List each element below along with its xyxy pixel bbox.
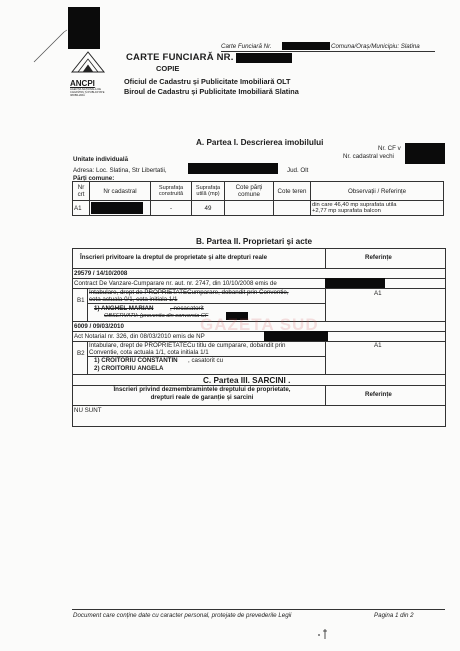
- parti-comune: Părți comune:: [73, 175, 115, 182]
- entry2-owner-2: 2) CROITORIU ANGELA: [94, 365, 164, 372]
- entry1-id: 29579 / 14/10/2008: [74, 270, 128, 277]
- footer-page: Pagina 1 din 2: [374, 612, 414, 619]
- row-cote-teren: [274, 201, 311, 216]
- part-b-header-left: Înscrieri privitoare la dreptul de proprietate și alte drepturi reale: [80, 254, 268, 261]
- part-b-title: B. Partea II. Proprietari și acte: [196, 237, 313, 246]
- obs-line-1: din care 46,40 mp suprafata utila: [312, 201, 397, 208]
- col-cote-parti: Cote părți comune: [225, 182, 274, 201]
- redaction-title-number: [236, 53, 292, 63]
- entry2-code: B2: [77, 350, 85, 357]
- col-suprafata-utila: Suprafața utilă (mp): [192, 182, 225, 201]
- stamp-mark: [316, 627, 332, 641]
- entry2-owner-1: 1) CROITORIU CONSTANTIN: [94, 357, 178, 364]
- entry2-text-2: Conventie, cota actuala 1/1, cota initiala 1/1: [89, 349, 209, 356]
- part-c-title: C. Partea III. SARCINI .: [203, 376, 291, 385]
- part-c-value: NU SUNT: [74, 407, 102, 414]
- entry2-id: 6009 / 09/03/2010: [74, 323, 124, 330]
- office-line-2: Biroul de Cadastru și Publicitate Imobiliară Slatina: [124, 87, 299, 96]
- col-nr-crt: Nr crt: [73, 182, 90, 201]
- footer-note: Document care conține date cu caracter personal, protejate de prevederile Legii: [73, 612, 292, 619]
- office-line-1: Oficiul de Cadastru și Publicitate Imobiliară OLT: [124, 77, 291, 86]
- entry1-text-2: cota actuala 0/1, cota initiala 1/1: [89, 296, 178, 303]
- row-nr: A1: [73, 201, 90, 216]
- part-c-header-right: Referințe: [365, 391, 392, 398]
- jud: Jud. Olt: [287, 167, 309, 174]
- doc-title: CARTE FUNCIARĂ NR.: [126, 52, 234, 63]
- watermark: GAZETA SUD: [200, 315, 319, 334]
- ancpi-logo: [70, 48, 106, 97]
- part-b-header-right: Referințe: [365, 254, 392, 261]
- row-construita: -: [151, 201, 192, 216]
- ancpi-emblem-icon: [70, 48, 106, 74]
- entry2-act: Act Notarial nr. 326, din 08/03/2010 emis de NP: [74, 333, 205, 340]
- part-a-title: A. Partea I. Descrierea imobilului: [196, 138, 324, 147]
- row-cote-parti: [225, 201, 274, 216]
- logo-subtext: AGENȚIA NAȚIONALĂ DE CADASTRU ȘI PUBLICITATE IMOBILIARĂ: [70, 88, 105, 97]
- col-observatii: Observații / Referințe: [311, 182, 444, 201]
- entry1-owner: 1) ANGHEL MARIAN: [94, 305, 154, 312]
- locality-ref: Comuna/Oraș/Municipiu: Slatina: [331, 43, 420, 50]
- cf-ref-label: Carte Funciară Nr.: [221, 43, 272, 50]
- col-cote-teren: Cote teren: [274, 182, 311, 201]
- redaction-cf-number: [282, 42, 330, 50]
- entry1-code: B1: [77, 297, 85, 304]
- entry1-ref: A1: [374, 290, 382, 297]
- redaction-top: [68, 7, 100, 49]
- entry2-owner-1-note: , casatorit cu: [188, 357, 224, 364]
- redaction-entry1-issuer: [325, 278, 385, 288]
- redaction-address: [188, 163, 278, 174]
- row-observatii: [311, 201, 444, 216]
- pen-mark: [30, 26, 70, 66]
- nr-cadastral-vechi-label: Nr. cadastral vechi: [343, 153, 394, 160]
- part-a-table: [72, 181, 444, 216]
- redaction-nr-cadastral: [91, 202, 143, 214]
- unit-label: Unitate individuală: [73, 156, 129, 163]
- nr-cf-label: Nr. CF v: [378, 145, 401, 152]
- copy-label: COPIE: [156, 64, 180, 73]
- entry1-act: Contract De Vanzare-Cumparare nr. aut. nr. 2747, din 10/10/2008 emis de: [74, 280, 277, 287]
- entry2-text-1: Intabulare, drept de PROPRIETATECu titlu de cumparare, dobandit prin: [89, 342, 286, 349]
- row-nr-cadastral: [90, 201, 151, 216]
- logo-text: ANCPI: [70, 79, 95, 88]
- part-c-header-line-2: drepturi reale de garanție și sarcini: [150, 393, 254, 401]
- entry1-obs: OBSERVATII: (provenita din conversia CF: [104, 313, 209, 319]
- entry2-ref: A1: [374, 342, 382, 349]
- obs-line-2: +2,77 mp suprafata balcon: [312, 208, 381, 214]
- address: Adresa: Loc. Slatina, Str Libertatii,: [73, 167, 167, 174]
- part-c-header-left: [92, 386, 312, 401]
- entry1-owner-note: , necasatorit: [170, 305, 204, 312]
- row-utila: 49: [192, 201, 225, 216]
- col-nr-cadastral: Nr cadastral: [90, 182, 151, 201]
- part-c-header-line-1: Înscrieri privind dezmembramintele dreptului de proprietate,: [113, 386, 291, 393]
- redaction-cf-nr: [405, 143, 445, 164]
- entry1-text-1: Intabulare, drept de PROPRIETATECumparare, dobandit prin Conventie,: [89, 289, 289, 296]
- col-suprafata-construita: Suprafața construită: [151, 182, 192, 201]
